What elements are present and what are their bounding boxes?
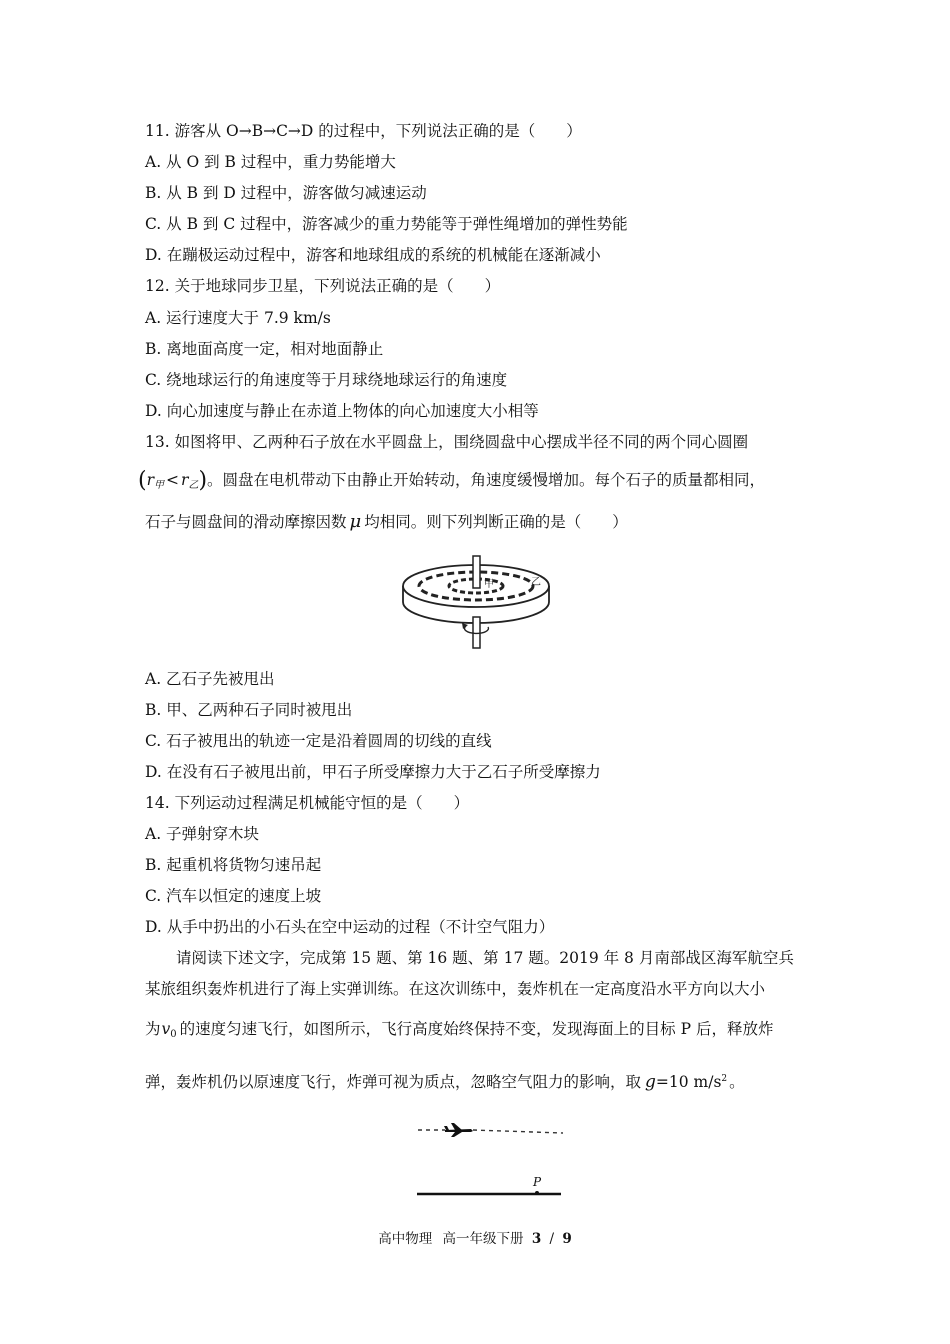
q12-option-d: D. 向心加速度与静止在赤道上物体的向心加速度大小相等 bbox=[145, 402, 539, 420]
label-yi: 乙 bbox=[531, 577, 541, 588]
r-jia: $r_甲$ bbox=[146, 471, 165, 491]
label-jia: 甲 bbox=[484, 579, 494, 590]
g-value: =10 m/s bbox=[655, 1073, 722, 1091]
r-yi: $r_乙$ bbox=[181, 471, 199, 491]
axle-top bbox=[473, 556, 480, 588]
q13-option-c: C. 石子被甩出的轨迹一定是沿着圆周的切线的直线 bbox=[145, 732, 492, 750]
q13-stem-line3: 石子与圆盘间的滑动摩擦因数 μ 均相同。则下列判断正确的是（ ） bbox=[145, 511, 628, 532]
passage-line2: 某旅组织轰炸机进行了海上实弹训练。在这次训练中，轰炸机在一定高度沿水平方向以大小 bbox=[145, 980, 766, 998]
v0-symbol: $v_0$ bbox=[161, 1020, 177, 1040]
q14-option-c: C. 汽车以恒定的速度上坡 bbox=[145, 887, 322, 905]
page-footer bbox=[0, 1227, 950, 1247]
footer-grade: 高一年级下册 bbox=[442, 1231, 524, 1247]
target-point bbox=[535, 1191, 539, 1195]
passage-line4: 弹，轰炸机仍以原速度飞行，炸弹可视为质点，忽略空气阻力的影响，取 g=10 $m/s^2$ 。 bbox=[145, 1072, 745, 1092]
passage-line3: 为$v_0$ 的速度匀速飞行，如图所示，飞行高度始终保持不变，发现海面上的目标 P 后，释放炸 bbox=[145, 1020, 774, 1040]
q13-stem-line2 bbox=[138, 470, 765, 496]
q13-stem-line2-text: 。圆盘在电机带动下由静止开始转动，角速度缓慢增加。每个石子的质量都相同， bbox=[207, 471, 766, 489]
less-than: < bbox=[166, 471, 180, 489]
bomber-figure bbox=[415, 1120, 565, 1202]
g-symbol: g bbox=[645, 1072, 656, 1092]
q14-option-d: D. 从手中扔出的小石头在空中运动的过程（不计空气阻力） bbox=[145, 918, 555, 936]
q14-option-a: A. 子弹射穿木块 bbox=[145, 825, 260, 843]
paren-right: ) bbox=[198, 468, 208, 493]
q11-option-a: A. 从 O 到 B 过程中，重力势能增大 bbox=[145, 153, 396, 171]
flight-path-ahead bbox=[473, 1130, 563, 1133]
axle-bottom bbox=[473, 617, 480, 648]
mu-symbol: μ bbox=[349, 511, 362, 532]
paren-left: ( bbox=[138, 468, 147, 493]
q13-option-d: D. 在没有石子被甩出前，甲石子所受摩擦力大于乙石子所受摩擦力 bbox=[145, 763, 601, 781]
g-unit-exponent: 2 bbox=[721, 1074, 728, 1084]
footer-total-pages: 9 bbox=[562, 1231, 572, 1247]
airplane-icon bbox=[444, 1123, 473, 1137]
q12-option-b: B. 离地面高度一定，相对地面静止 bbox=[145, 340, 384, 358]
q13-stem-line1: 13. 如图将甲、乙两种石子放在水平圆盘上，围绕圆盘中心摆成半径不同的两个同心圆圈 bbox=[145, 433, 749, 451]
footer-page-number: 3 bbox=[531, 1231, 542, 1247]
q12-option-c: C. 绕地球运行的角速度等于月球绕地球运行的角速度 bbox=[145, 371, 508, 389]
q14-option-b: B. 起重机将货物匀速吊起 bbox=[145, 856, 322, 874]
q13-option-a: A. 乙石子先被甩出 bbox=[145, 670, 275, 688]
passage-line1: 请阅读下述文字，完成第 15 题、第 16 题、第 17 题。2019 年 8 月南部战区海军航空兵 bbox=[176, 949, 794, 967]
q11-stem: 11. 游客从 O→B→C→D 的过程中，下列说法正确的是（ ） bbox=[145, 122, 582, 140]
rotating-disc-figure bbox=[400, 554, 552, 650]
footer-subject: 高中物理 bbox=[378, 1231, 433, 1247]
q11-option-c: C. 从 B 到 C 过程中，游客减少的重力势能等于弹性绳增加的弹性势能 bbox=[145, 215, 628, 233]
q14-stem: 14. 下列运动过程满足机械能守恒的是（ ） bbox=[145, 794, 470, 812]
footer-separator: / bbox=[549, 1231, 555, 1247]
q12-option-a: A. 运行速度大于 7.9 km/s bbox=[145, 309, 331, 327]
q12-stem: 12. 关于地球同步卫星，下列说法正确的是（ ） bbox=[145, 277, 501, 295]
q11-option-b: B. 从 B 到 D 过程中，游客做匀减速运动 bbox=[145, 184, 427, 202]
label-p: P bbox=[533, 1175, 542, 1189]
q13-option-b: B. 甲、乙两种石子同时被甩出 bbox=[145, 701, 353, 719]
q11-option-d: D. 在蹦极运动过程中，游客和地球组成的系统的机械能在逐渐减小 bbox=[145, 246, 601, 264]
